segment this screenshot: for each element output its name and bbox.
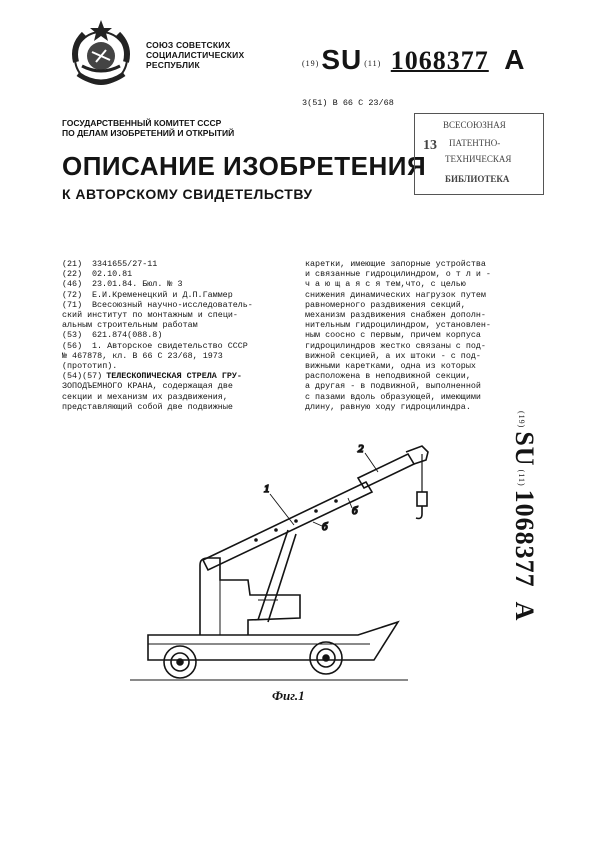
pub-code-mid: (11) xyxy=(364,58,382,68)
abstract-line: расположена в неподвижной секции, xyxy=(305,371,471,382)
kind-code: A xyxy=(504,44,526,75)
rear-wheel xyxy=(310,642,342,674)
abstract-line: длину, равную ходу гидроцилиндра. xyxy=(305,401,471,412)
biblio-row: (22) 02.10.81 xyxy=(62,269,133,280)
abstract-line: а другая - в подвижной, выполненной xyxy=(305,381,481,392)
hook-icon xyxy=(416,506,422,519)
biblio-row: (53) 621.874(088.8) xyxy=(62,330,163,341)
committee-name xyxy=(62,118,234,138)
label-6-a: б xyxy=(322,521,328,533)
biblio-row: ЗОПОДЪЕМНОГО КРАНА, содержащая две xyxy=(62,381,233,392)
country-code: SU xyxy=(321,44,363,75)
abstract-line: равномерного раздвижения секций, xyxy=(305,299,466,310)
biblio-row: секции и механизм их раздвижения, xyxy=(62,391,228,402)
bibliographic-data xyxy=(62,259,294,412)
abstract-line: вижной секцией, а их штоки - с под- xyxy=(305,350,481,361)
label-1: 1 xyxy=(264,483,270,495)
side-publication-number xyxy=(510,408,559,668)
abstract-line: механизм раздвижения снабжен дополн- xyxy=(305,310,486,321)
abstract-line: гидроцилиндров жестко связаны с под- xyxy=(305,340,486,351)
country-name xyxy=(146,40,244,70)
library-stamp xyxy=(414,113,544,195)
biblio-row: ский институт по монтажным и специ- xyxy=(62,310,238,321)
ussr-emblem-icon xyxy=(62,16,140,94)
stamp-number: 13 xyxy=(423,138,437,153)
biblio-row: (54)(57) ТЕЛЕСКОПИЧЕСКАЯ СТРЕЛА ГРУ- xyxy=(62,371,242,382)
biblio-row: (72) Е.И.Кременецкий и Д.П.Гаммер xyxy=(62,289,233,300)
ipc-code: В 66 С 23/68 xyxy=(332,98,394,108)
crane-drawing xyxy=(108,430,508,720)
stamp-line-1: ВСЕСОЮЗНАЯ xyxy=(443,120,506,130)
biblio-row: № 467878, кл. В 66 С 23/68, 1973 xyxy=(62,350,223,361)
biblio-row: (46) 23.01.84. Бюл. № 3 xyxy=(62,279,183,290)
label-6-b: б xyxy=(352,505,358,517)
side-mid: (11) xyxy=(517,469,527,487)
pub-code-prefix: (19) xyxy=(302,58,320,68)
biblio-row: альным строительным работам xyxy=(62,320,198,331)
abstract-line: с пазами вдоль образующей, имеющими xyxy=(305,391,481,402)
hook-block xyxy=(417,492,427,506)
country-line-3: РЕСПУБЛИК xyxy=(146,60,200,70)
front-wheel xyxy=(164,646,196,678)
abstract-line: вижными каретками, одна из которых xyxy=(305,361,476,372)
document-subtitle: К АВТОРСКОМУ СВИДЕТЕЛЬСТВУ xyxy=(62,186,313,202)
side-number: 1068377 xyxy=(510,489,539,588)
publication-number xyxy=(300,44,526,76)
ipc-prefix: 3(51) xyxy=(302,98,328,108)
stamp-line-4: БИБЛИОТЕКА xyxy=(445,174,510,184)
biblio-row: (56) 1. Авторское свидетельство СССР xyxy=(62,340,248,351)
doc-number: 1068377 xyxy=(390,46,489,75)
committee-line-1: ГОСУДАРСТВЕННЫЙ КОМИТЕТ СССР xyxy=(62,118,222,128)
abstract-line: ным соосно с первым, причем корпуса xyxy=(305,330,481,341)
abstract-line: каретки, имеющие запорные устройства xyxy=(305,259,486,269)
abstract-line: ч а ю щ а я с я тем,что, с целью xyxy=(305,279,466,290)
side-prefix: (19) xyxy=(517,411,527,429)
abstract-line: нительным гидроцилиндром, установлен- xyxy=(305,320,491,331)
stamp-line-2: ПАТЕНТНО- xyxy=(449,138,501,148)
stamp-line-3: ТЕХНИЧЕСКАЯ xyxy=(445,154,512,164)
label-2: 2 xyxy=(358,443,364,455)
committee-line-2: ПО ДЕЛАМ ИЗОБРЕТЕНИЙ И ОТКРЫТИЙ xyxy=(62,128,235,138)
side-code: SU xyxy=(510,431,539,467)
biblio-row: (прототип). xyxy=(62,361,118,372)
document-title: ОПИСАНИЕ ИЗОБРЕТЕНИЯ xyxy=(62,151,427,181)
country-line-2: СОЦИАЛИСТИЧЕСКИХ xyxy=(146,50,245,60)
figure-caption: Фиг.1 xyxy=(272,688,305,703)
side-kind: A xyxy=(510,601,539,622)
ipc-classification xyxy=(302,98,394,108)
biblio-row: представляющий собой две подвижные xyxy=(62,401,233,412)
biblio-row: (21) 3341655/27-11 xyxy=(62,259,158,269)
abstract-line: и связанные гидроцилиндром, о т л и - xyxy=(305,269,491,280)
boom-section-1 xyxy=(203,482,372,570)
abstract-text xyxy=(305,259,548,412)
abstract-line: снижения динамических нагрузок путем xyxy=(305,289,486,300)
country-line-1: СОЮЗ СОВЕТСКИХ xyxy=(146,40,231,50)
biblio-row: (71) Всесоюзный научно-исследователь- xyxy=(62,299,253,310)
